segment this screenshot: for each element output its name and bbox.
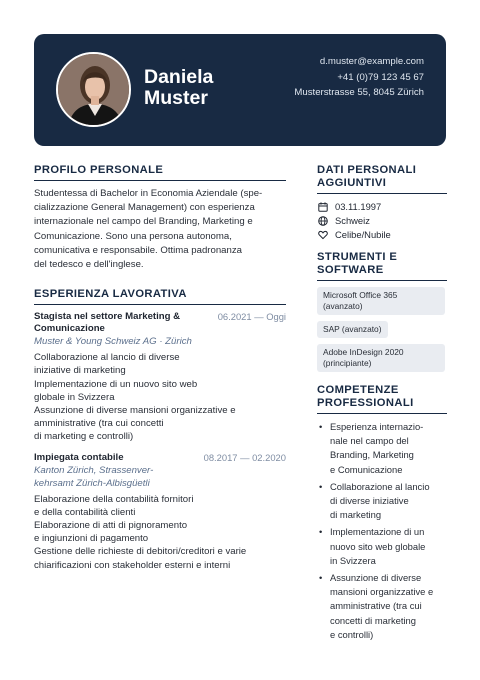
profile-section [34,164,286,272]
status-row [317,228,447,241]
phone-text[interactable]: +41 (0)79 123 45 67 [337,71,424,83]
job-company: Muster & Young Schweiz AG · Zürich [34,336,192,348]
resume-header [34,34,446,146]
personal-title: DATI PERSONALI AGGIUNTIVI [317,164,447,194]
profile-title: PROFILO PERSONALE [34,164,286,181]
last-name: Muster [144,87,208,109]
address-text: Musterstrasse 55, 8045 Zürich [294,87,424,98]
sidebar-column [317,164,447,645]
skill-item: • Implementazione di un nuovo sito web globale in Svizzera [317,525,447,568]
full-name [144,67,213,109]
first-name: Daniela [144,66,214,88]
tool-tag: Microsoft Office 365 (avanzato) [317,287,445,315]
email-text[interactable]: d.muster@example.com [319,56,424,67]
skills-section [317,384,447,642]
tool-tag: Adobe InDesign 2020 (principiante) [317,344,445,372]
job-title: Impiegata contabile [34,451,124,463]
birthdate-row [317,200,447,213]
skills-list [317,420,447,642]
calendar-icon [317,201,329,213]
birthdate-text: 03.11.1997 [335,201,382,212]
heart-icon [317,229,329,241]
profile-photo [56,52,131,127]
experience-title: ESPERIENZA LAVORATIVA [34,288,286,305]
job-description: Elaborazione della contabilità fornitori e della contabilità clienti Elaborazione di atti di pignoramento e ingiunzioni di pagamento Gestione delle richieste di debitori/creditori e varie chiarificazioni con stakeholder esterni e interni [34,493,247,571]
job-entry [34,311,286,443]
nationality-text: Schweiz [335,215,370,226]
status-text: Celibe/Nubile [335,229,391,240]
globe-icon [317,215,329,227]
tool-tag: SAP (avanzato) [317,321,388,338]
personal-section [317,164,447,241]
main-column [34,164,286,580]
tools-section [317,251,447,378]
job-entry [34,452,286,572]
nationality-row [317,214,447,227]
skill-item: • Esperienza internazio- nale nel campo del Branding, Marketing e Comunicazione [317,420,447,477]
contact-block [294,54,424,101]
skills-title: COMPETENZE PROFESSIONALI [317,384,447,414]
job-company: Kanton Zürich, Strassenver- kehrsamt Zürich-Albisgüetli [34,464,154,489]
job-date: 06.2021 — Oggi [217,311,286,323]
tools-title: STRUMENTI E SOFTWARE [317,251,447,281]
skill-item: • Assunzione di diverse mansioni organizzative e amministrative (tra cui concetti di marketing e controlli) [317,571,447,642]
profile-text: Studentessa di Bachelor in Economia Aziendale (spe- cializzazione General Management) con esperienza internazionale nel campo del Branding, Marketing e Comunicazione. Sono una persona autonoma, comunicativa e responsabile. Ottima padronanza del tedesco e dell'inglese. [34,188,263,271]
job-date: 08.2017 — 02.2020 [203,451,286,463]
job-description: Collaborazione al lancio di diverse iniziative di marketing Implementazione di un nuovo sito web globale in Svizzera Assunzione di diverse mansioni organizzative e amministrative (tra cui concetti di marketing e controlli) [34,352,236,443]
skill-item: • Collaborazione al lancio di diverse iniziative di marketing [317,480,447,523]
job-title: Stagista nel settore Marketing & Comunicazione [34,311,181,335]
experience-section [34,288,286,572]
